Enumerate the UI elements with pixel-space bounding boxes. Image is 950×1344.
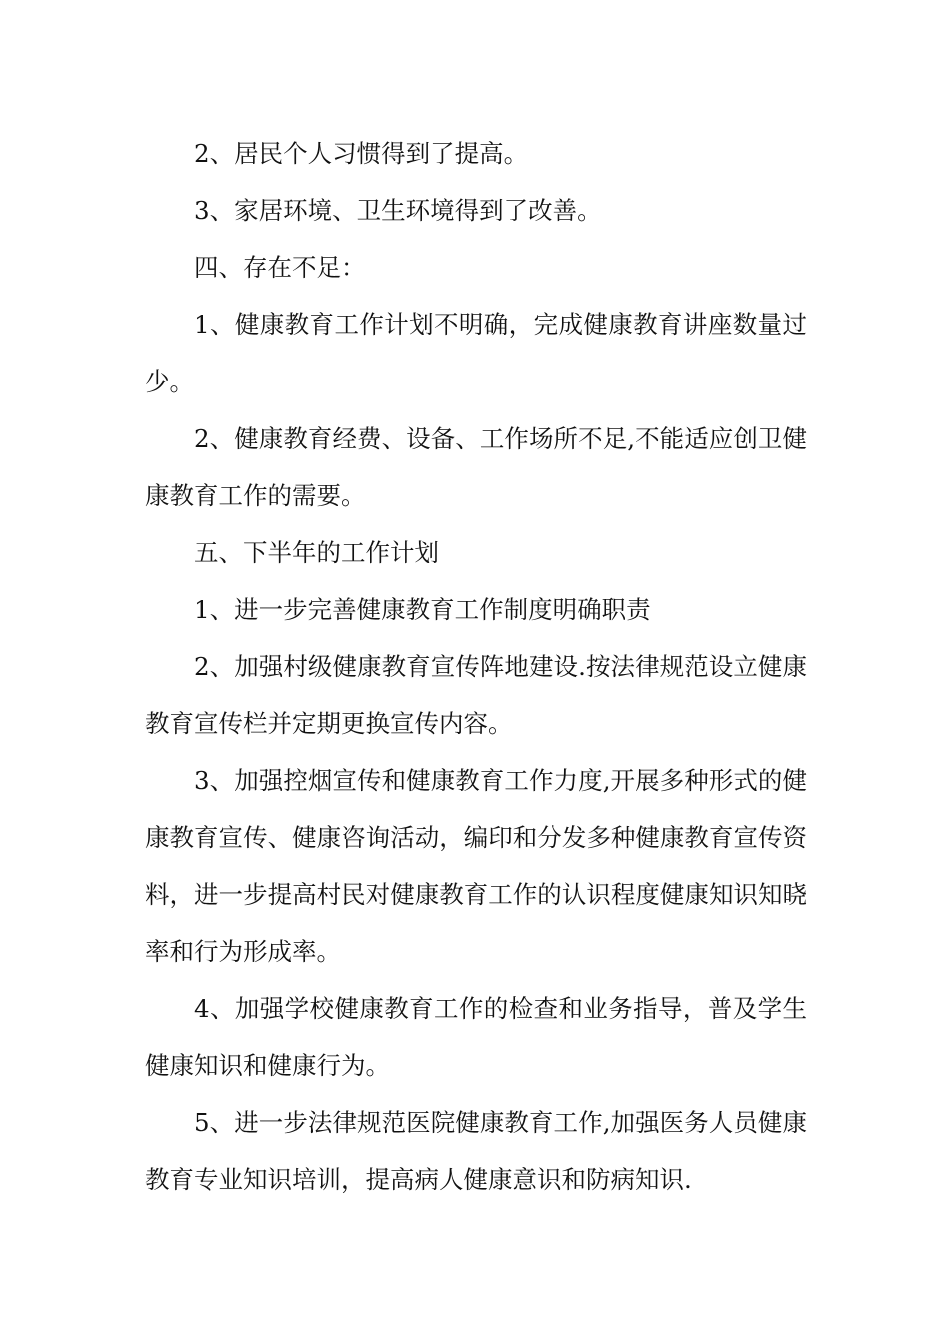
paragraph-school-education: 4、加强学校健康教育工作的检查和业务指导，普及学生健康知识和健康行为。 xyxy=(145,994,807,1080)
paragraph-habits-improved: 2、居民个人习惯得到了提高。 xyxy=(194,139,529,168)
paragraph-tobacco-control: 3、加强控烟宣传和健康教育工作力度,开展多种形式的健康教育宣传、健康咨询活动，编印和分发多种健康教育宣传资料，进一步提高村民对健康教育工作的认识程度健康知识知晓率和行为形成率。 xyxy=(145,766,807,966)
section-heading-shortcomings: 四、存在不足： xyxy=(194,253,366,282)
document-body xyxy=(145,125,807,1208)
paragraph-environment-improved: 3、家居环境、卫生环境得到了改善。 xyxy=(194,196,602,225)
paragraph-improve-system: 1、进一步完善健康教育工作制度明确职责 xyxy=(194,595,651,624)
paragraph-village-propaganda: 2、加强村级健康教育宣传阵地建设.按法律规范设立健康教育宣传栏并定期更换宣传内容。 xyxy=(145,652,807,738)
paragraph-funding-insufficient: 2、健康教育经费、设备、工作场所不足,不能适应创卫健康教育工作的需要。 xyxy=(145,424,807,510)
section-heading-work-plan: 五、下半年的工作计划 xyxy=(194,538,439,567)
paragraph-plan-unclear: 1、健康教育工作计划不明确，完成健康教育讲座数量过少。 xyxy=(145,310,807,396)
paragraph-hospital-education: 5、进一步法律规范医院健康教育工作,加强医务人员健康教育专业知识培训，提高病人健康意识和防病知识. xyxy=(145,1108,807,1194)
